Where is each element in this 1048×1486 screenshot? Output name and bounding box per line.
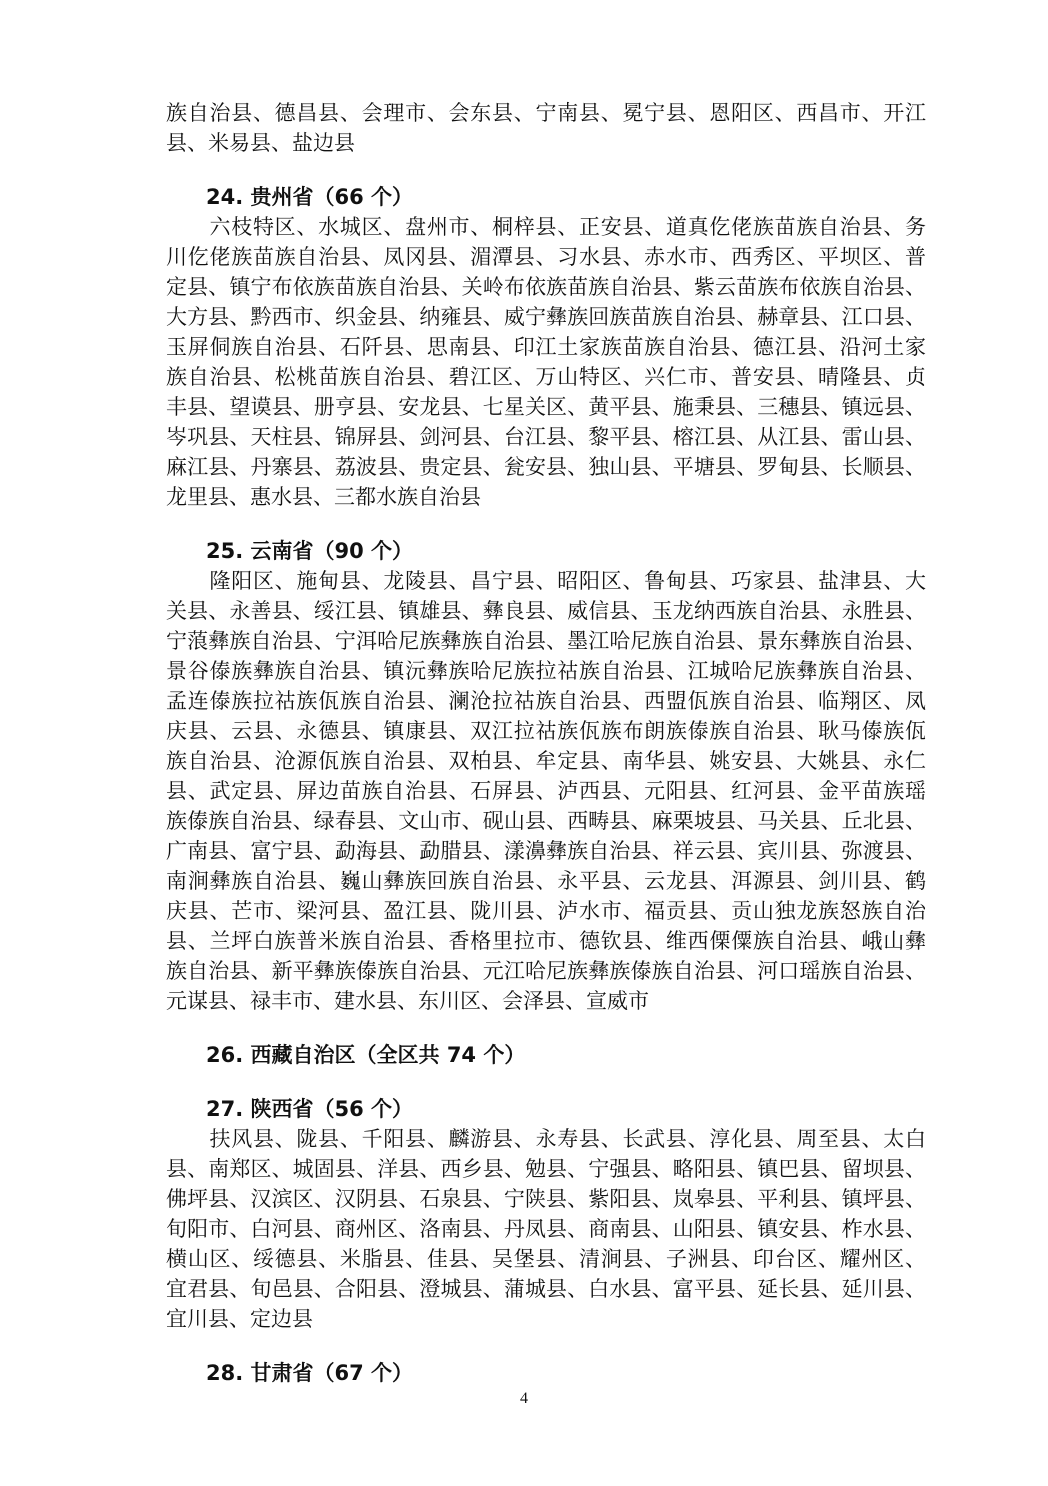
text-line: 隆阳区、施甸县、龙陵县、昌宁县、昭阳区、鲁甸县、巧家县、盐津县、大	[166, 569, 926, 593]
text-line: 宁蒗彝族自治县、宁洱哈尼族彝族自治县、墨江哈尼族自治县、景东彝族自治县、	[166, 629, 926, 653]
county-list	[166, 212, 926, 512]
text-line: 龙里县、惠水县、三都水族自治县	[166, 485, 481, 509]
section-gansu	[166, 1358, 926, 1388]
section-yunnan	[166, 536, 926, 1016]
text-line: 族自治县、沧源佤族自治县、双柏县、牟定县、南华县、姚安县、大姚县、永仁	[166, 749, 926, 773]
intro-text	[166, 98, 926, 158]
document-page	[166, 98, 926, 1388]
text-line: 玉屏侗族自治县、石阡县、思南县、印江土家族苗族自治县、德江县、沿河土家	[166, 335, 926, 359]
county-list	[166, 566, 926, 1016]
section-heading: 24. 贵州省（66 个）	[206, 185, 414, 209]
section-shaanxi	[166, 1094, 926, 1334]
text-line: 县、兰坪白族普米族自治县、香格里拉市、德钦县、维西傈僳族自治县、峨山彝	[166, 929, 926, 953]
section-heading: 27. 陕西省（56 个）	[206, 1097, 414, 1121]
text-line: 孟连傣族拉祜族佤族自治县、澜沧拉祜族自治县、西盟佤族自治县、临翔区、凤	[166, 689, 926, 713]
text-line: 旬阳市、白河县、商州区、洛南县、丹凤县、商南县、山阳县、镇安县、柞水县、	[166, 1217, 926, 1241]
text-line: 丰县、望谟县、册亨县、安龙县、七星关区、黄平县、施秉县、三穗县、镇远县、	[166, 395, 926, 419]
text-line: 定县、镇宁布依族苗族自治县、关岭布依族苗族自治县、紫云苗族布依族自治县、	[166, 275, 926, 299]
text-line: 南涧彝族自治县、巍山彝族回族自治县、永平县、云龙县、洱源县、剑川县、鹤	[166, 869, 926, 893]
text-line: 麻江县、丹寨县、荔波县、贵定县、瓮安县、独山县、平塘县、罗甸县、长顺县、	[166, 455, 926, 479]
text-line: 元谋县、禄丰市、建水县、东川区、会泽县、宣威市	[166, 989, 649, 1013]
text-line: 族自治县、松桃苗族自治县、碧江区、万山特区、兴仁市、普安县、晴隆县、贞	[166, 365, 926, 389]
text-line: 族自治县、德昌县、会理市、会东县、宁南县、冕宁县、恩阳区、西昌市、开江	[166, 101, 926, 125]
page-number: 4	[520, 1390, 528, 1407]
county-list	[166, 1124, 926, 1334]
text-line: 横山区、绥德县、米脂县、佳县、吴堡县、清涧县、子洲县、印台区、耀州区、	[166, 1247, 926, 1271]
text-line: 族自治县、新平彝族傣族自治县、元江哈尼族彝族傣族自治县、河口瑶族自治县、	[166, 959, 926, 983]
section-heading: 28. 甘肃省（67 个）	[206, 1361, 414, 1385]
section-heading: 25. 云南省（90 个）	[206, 539, 414, 563]
section-tibet	[166, 1040, 926, 1070]
text-line: 县、南郑区、城固县、洋县、西乡县、勉县、宁强县、略阳县、镇巴县、留坝县、	[166, 1157, 926, 1181]
text-line: 族傣族自治县、绿春县、文山市、砚山县、西畴县、麻栗坡县、马关县、丘北县、	[166, 809, 926, 833]
text-line: 大方县、黔西市、织金县、纳雍县、威宁彝族回族苗族自治县、赫章县、江口县、	[166, 305, 926, 329]
text-line: 宜川县、定边县	[166, 1307, 313, 1331]
section-guizhou	[166, 182, 926, 512]
text-line: 景谷傣族彝族自治县、镇沅彝族哈尼族拉祜族自治县、江城哈尼族彝族自治县、	[166, 659, 926, 683]
text-line: 庆县、云县、永德县、镇康县、双江拉祜族佤族布朗族傣族自治县、耿马傣族佤	[166, 719, 926, 743]
text-line: 县、武定县、屏边苗族自治县、石屏县、泸西县、元阳县、红河县、金平苗族瑶	[166, 779, 926, 803]
text-line: 县、米易县、盐边县	[166, 131, 355, 155]
text-line: 佛坪县、汉滨区、汉阴县、石泉县、宁陕县、紫阳县、岚皋县、平利县、镇坪县、	[166, 1187, 926, 1211]
text-line: 岑巩县、天柱县、锦屏县、剑河县、台江县、黎平县、榕江县、从江县、雷山县、	[166, 425, 926, 449]
section-heading: 26. 西藏自治区（全区共 74 个）	[206, 1043, 526, 1067]
text-line: 扶风县、陇县、千阳县、麟游县、永寿县、长武县、淳化县、周至县、太白	[166, 1127, 926, 1151]
text-line: 川仡佬族苗族自治县、凤冈县、湄潭县、习水县、赤水市、西秀区、平坝区、普	[166, 245, 926, 269]
text-line: 庆县、芒市、梁河县、盈江县、陇川县、泸水市、福贡县、贡山独龙族怒族自治	[166, 899, 926, 923]
text-line: 关县、永善县、绥江县、镇雄县、彝良县、威信县、玉龙纳西族自治县、永胜县、	[166, 599, 926, 623]
text-line: 宜君县、旬邑县、合阳县、澄城县、蒲城县、白水县、富平县、延长县、延川县、	[166, 1277, 926, 1301]
text-line: 六枝特区、水城区、盘州市、桐梓县、正安县、道真仡佬族苗族自治县、务	[166, 215, 926, 239]
text-line: 广南县、富宁县、勐海县、勐腊县、漾濞彝族自治县、祥云县、宾川县、弥渡县、	[166, 839, 926, 863]
